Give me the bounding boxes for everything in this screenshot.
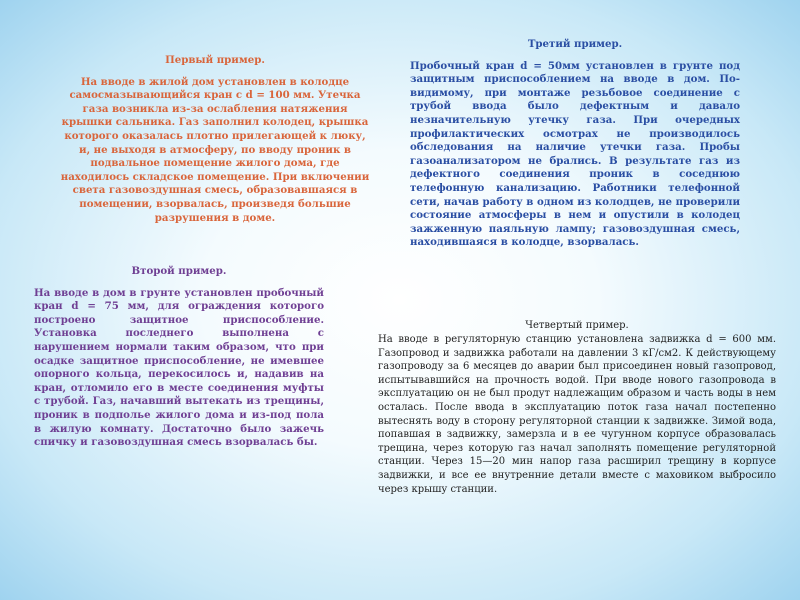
example-2-title: Второй пример. <box>131 265 227 277</box>
example-3-title: Третий пример. <box>527 38 623 50</box>
example-3-block <box>410 38 740 250</box>
example-4-block <box>378 320 776 496</box>
example-1-title: Первый пример. <box>165 54 265 66</box>
example-3-text: Пробочный кран d = 50мм установлен в грунте под защитным приспособлением на вводе в дом. По-видимому, при монтаже резьбовое соединение с трубой ввода было дефектным и давало незначительную утечку газа. При очередных профилактических осмотрах не производилось обследования на наличие утечки газа. Пробы газоанализатором не брались. В результате газ из дефектного соединения проник в соседнюю телефонную канализацию. Работники телефонной сети, начав работу в одном из колодцев, не проверили состояние атмосферы в нем и опустили в колодец зажженную паяльную лампу; газовоздушная смесь, находившаяся в колодце, взорвалась. <box>410 59 740 249</box>
example-1-text: На вводе в жилой дом установлен в колодце самосмазывающийся кран с d = 100 мм. Утечка газа возникла из-за ослабления натяжения крышки сальника. Газ заполнил колодец, крышка которого оказалась плотно прилегающей к люку, и, не выходя в атмосферу, по вводу проник в подвальное помещение жилого дома, где находилось складское помещение. При включении света газовоздушная смесь, образовавшаяся в помещении, взорвалась, произведя большие разрушения в доме. <box>60 75 370 224</box>
example-2-text: На вводе в дом в грунте установлен пробочный кран d = 75 мм, для ограждения которого построено защитное приспособление. Установка последнего выполнена с нарушением нормали таким образом, что при осадке защитное приспособление, не имевшее опорного кольца, перекосилось и, надавив на кран, отломило его в месте соединения муфты с трубой. Газ, начавший вытекать из трещины, проник в подполье жилого дома и из-под пола в жилую комнату. Достаточно было зажечь спичку и газовоздушная смесь взорвалась бы. <box>34 286 324 449</box>
example-1-block <box>60 54 370 225</box>
example-2-block <box>34 265 324 450</box>
example-4-title: Четвертый пример. <box>525 320 629 331</box>
example-4-text: На вводе в регуляторную станцию установлена задвижка d = 600 мм. Газопровод и задвижка работали на давлении 3 кГ/см2. К действующему газопроводу за 6 месяцев до аварии был присоединен новый газопровод, испытывавшийся на прочность водой. При вводе нового газопровода в эксплуатацию он не был продут надлежащим образом и часть воды в нем осталась. После ввода в эксплуатацию поток газа начал постепенно вытеснять воду в сторону регуляторной станции к задвижке. Зимой вода, попавшая в задвижку, замерзла и в ее чугунном корпусе образовалась трещина, через которую газ начал заполнять помещение регуляторной станции. Через 15—20 мин напор газа расширил трещину в корпусе задвижки, и все ее внутренние детали вместе с маховиком выбросило через крышу станции. <box>378 334 776 495</box>
